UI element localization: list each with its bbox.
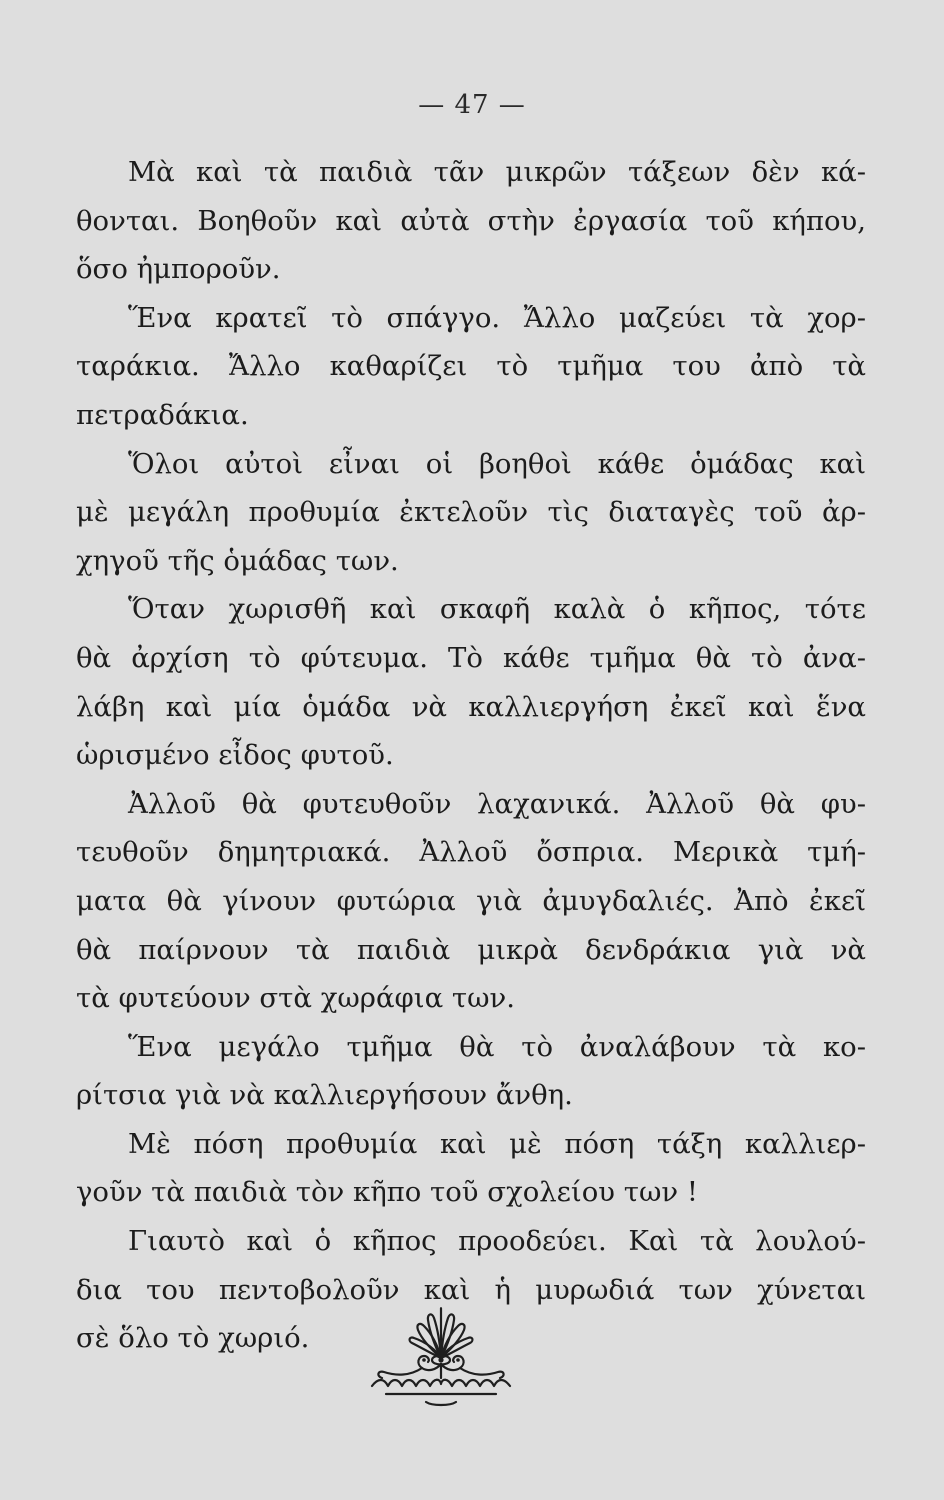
- page-number: — 47 —: [418, 90, 526, 120]
- text-line: δια του πεντοβολοῦν καὶ ἡ μυρωδιά των χύνεται: [76, 1273, 866, 1306]
- text-line: Ὅταν χωρισθῆ καὶ σκαφῆ καλὰ ὁ κῆπος, τότε: [128, 593, 866, 626]
- text-line: Γιαυτὸ καὶ ὁ κῆπος προοδεύει. Καὶ τὰ λουλού-: [128, 1225, 866, 1258]
- text-line: μὲ μεγάλη προθυμία ἐκτελοῦν τὶς διαταγὲς τοῦ ἀρ-: [76, 496, 866, 529]
- text-line: Ἕνα μεγάλο τμῆμα θὰ τὸ ἀναλάβουν τὰ κο-: [128, 1030, 866, 1063]
- text-line: τὰ φυτεύουν στὰ χωράφια των.: [76, 982, 515, 1015]
- text-line: ὅσο ἠμποροῦν.: [76, 253, 281, 286]
- text-line: θὰ ἀρχίση τὸ φύτευμα. Τὸ κάθε τμῆμα θὰ τὸ ἀνα-: [76, 641, 866, 674]
- text-line: Ἕνα κρατεῖ τὸ σπάγγο. Ἄλλο μαζεύει τὰ χορ-: [128, 301, 866, 334]
- text-line: ταράκια. Ἄλλο καθαρίζει τὸ τμῆμα του ἀπὸ τὰ: [76, 350, 866, 383]
- text-line: Ἀλλοῦ θὰ φυτευθοῦν λαχανικά. Ἀλλοῦ θὰ φυ-: [128, 787, 866, 820]
- text-line: χηγοῦ τῆς ὁμάδας των.: [76, 544, 399, 577]
- text-line: λάβη καὶ μία ὁμάδα νὰ καλλιεργήση ἐκεῖ καὶ ἕνα: [76, 690, 866, 723]
- text-line: Μὰ καὶ τὰ παιδιὰ τᾶν μικρῶν τάξεων δὲν κά-: [128, 156, 866, 188]
- text-line: σὲ ὅλο τὸ χωριό.: [76, 1322, 310, 1355]
- text-line: Μὲ πόση προθυμία καὶ μὲ πόση τάξη καλλιερ-: [128, 1127, 866, 1160]
- text-line: πετραδάκια.: [76, 398, 249, 431]
- text-line: τευθοῦν δημητριακά. Ἀλλοῦ ὄσπρια. Μερικὰ τμή-: [76, 836, 866, 869]
- text-line: ματα θὰ γίνουν φυτώρια γιὰ ἀμυγδαλιές. Ἀπὸ ἐκεῖ: [76, 884, 866, 917]
- text-line: θὰ παίρνουν τὰ παιδιὰ μικρὰ δενδράκια γιὰ νὰ: [76, 933, 866, 966]
- body-text: [76, 148, 866, 1363]
- text-line: θονται. Βοηθοῦν καὶ αὐτὰ στὴν ἐργασία τοῦ κήπου,: [76, 204, 866, 237]
- text-line: ὡρισμένο εἶδος φυτοῦ.: [76, 739, 394, 772]
- text-line: γοῦν τὰ παιδιὰ τὸν κῆπο τοῦ σχολείου των !: [76, 1176, 698, 1209]
- text-line: ρίτσια γιὰ νὰ καλλιεργήσουν ἄνθη.: [76, 1079, 573, 1112]
- palmette-ornament-icon: [366, 1306, 516, 1410]
- text-line: Ὅλοι αὐτοὶ εἶναι οἱ βοηθοὶ κάθε ὁμάδας καὶ: [128, 447, 866, 480]
